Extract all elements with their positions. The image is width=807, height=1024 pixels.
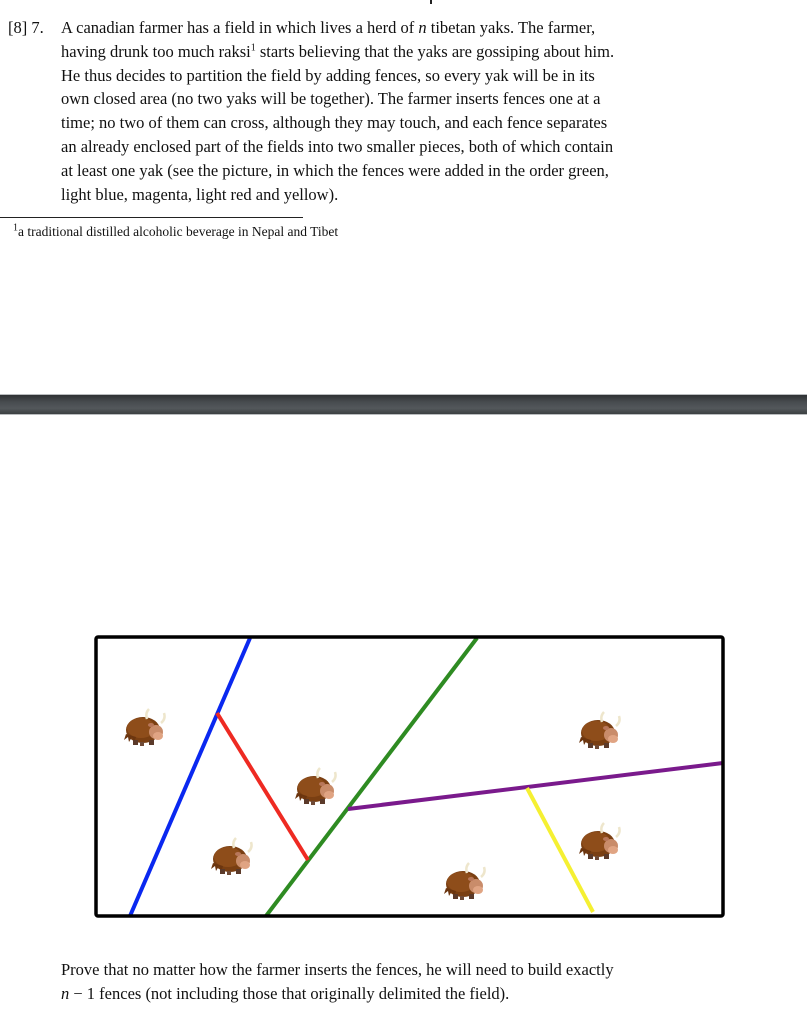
- line-text: having drunk too much raksi: [61, 41, 251, 61]
- fence-light-blue: [130, 638, 250, 916]
- prove-line: [61, 982, 761, 1006]
- problem-line: at least one yak (see the picture, in which the fences were added in the order green,: [61, 160, 609, 180]
- problem-line: He thus decides to partition the field by adding fences, so every yak will be in its: [61, 65, 595, 85]
- yak-icon: [124, 709, 165, 746]
- prove-line: Prove that no matter how the farmer inserts the fences, he will need to build exactly: [61, 960, 614, 979]
- yak-icon: [579, 823, 620, 860]
- yak-icon: [579, 712, 620, 749]
- footnote-mark: 1: [13, 222, 18, 234]
- footnote-text: a traditional distilled alcoholic beverage in Nepal and Tibet: [18, 224, 339, 239]
- yak-icon: [444, 863, 485, 900]
- math-n: n: [418, 18, 427, 37]
- fence-green: [266, 638, 477, 916]
- line-text: starts believing that the yaks are gossiping about him.: [255, 41, 615, 61]
- marks-label: [8]: [8, 18, 28, 37]
- prove-statement: [61, 958, 761, 1006]
- yak-icon: [295, 768, 336, 805]
- problem-line: time; no two of them can cross, although they may touch, and each fence separates: [61, 113, 608, 133]
- problem-line: own closed area (no two yaks will be together). The farmer inserts fences one at a: [61, 89, 601, 109]
- fence-light-red: [217, 713, 308, 860]
- fences-layer: [130, 638, 723, 916]
- problem-line: light blue, magenta, light red and yellow).: [61, 184, 339, 204]
- problem-line: A canadian farmer has a field in which lives a herd of n tibetan yaks. The farmer,: [61, 18, 596, 37]
- problem-index: 7.: [31, 18, 44, 37]
- problem-line: an already enclosed part of the fields into two smaller pieces, both of which contain: [61, 136, 614, 156]
- line-text: − 1 fences (not including those that originally delimited the field).: [69, 984, 510, 1003]
- footnote-ref[interactable]: 1: [250, 42, 256, 54]
- math-n: n: [61, 984, 70, 1003]
- yak-icon: [211, 838, 252, 875]
